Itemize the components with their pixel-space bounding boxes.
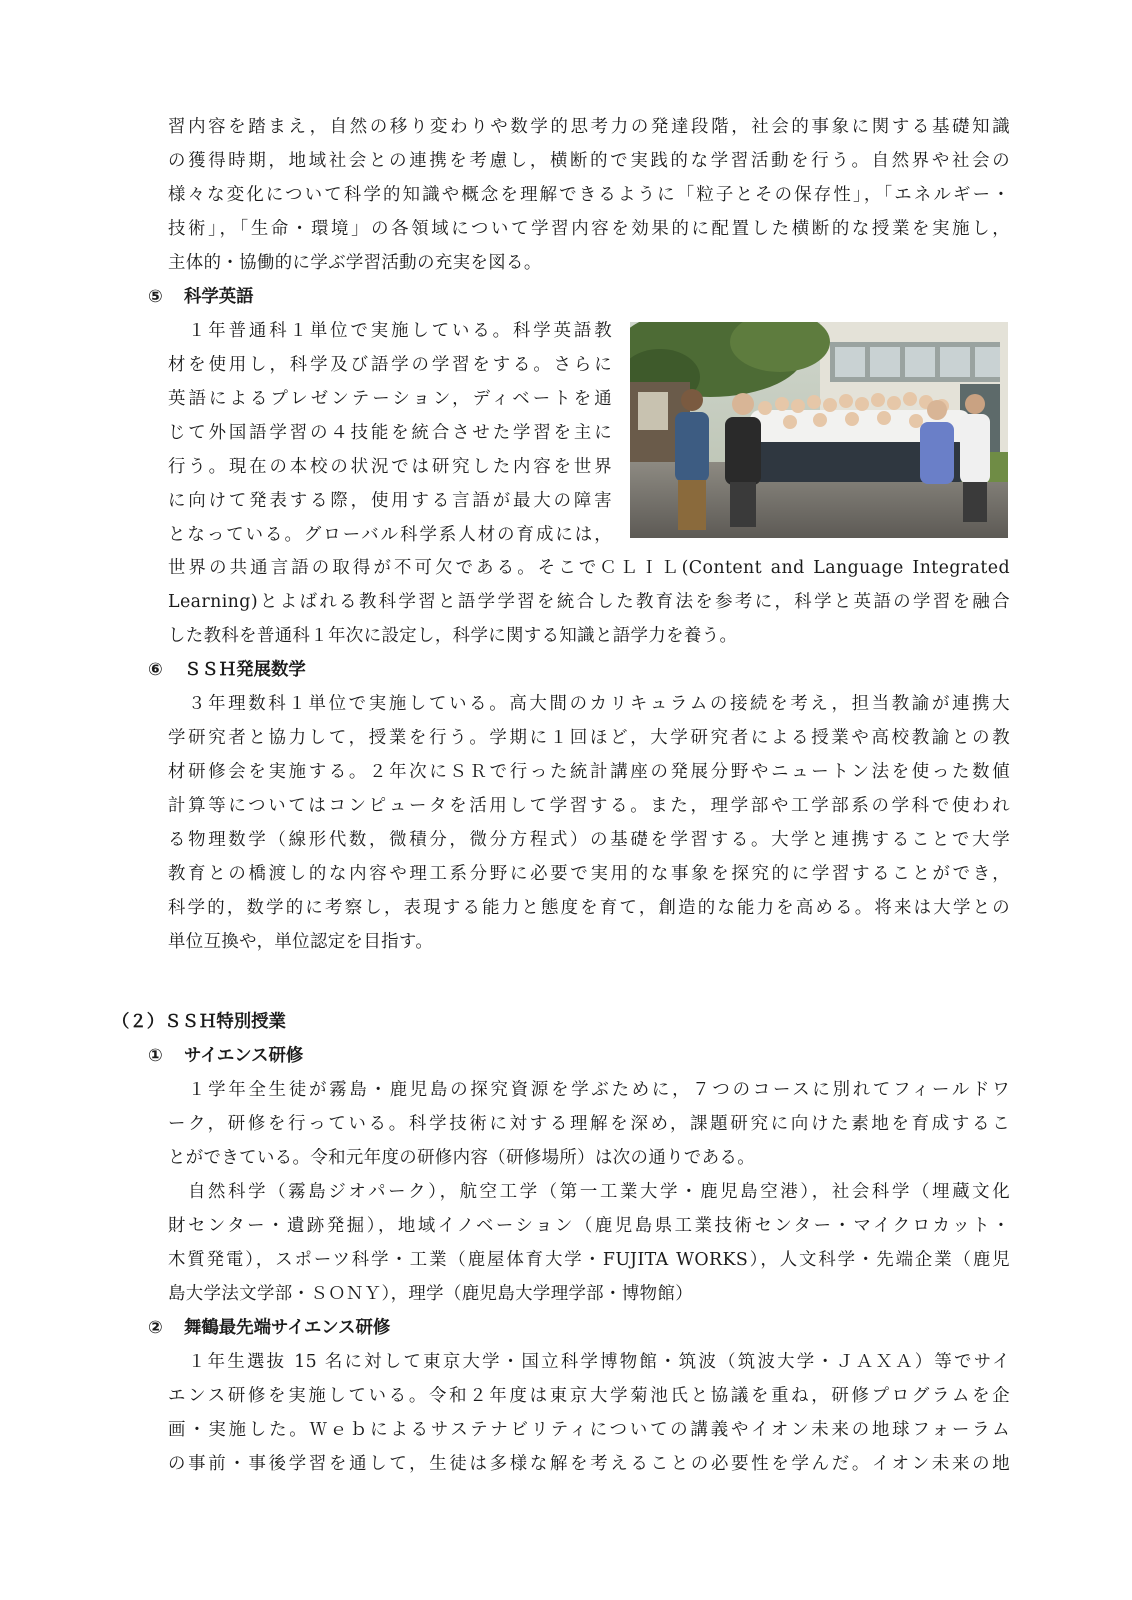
text-line: となっている。グローバル科学系人材の育成には， [168,525,612,545]
section-title: サイエンス研修 [184,1046,304,1066]
group-photo-image [630,322,1008,538]
subsection-2-paragraph [168,1345,1010,1481]
text-line: の獲得時期，地域社会との連携を考慮し，横断的で実践的な学習活動を行う。自然界や社会の [168,151,1010,171]
text-line: ーク，研修を行っている。科学技術に対する理解を深め，課題研究に向けた素地を育成するこ [168,1114,1010,1134]
section-6-paragraph [168,687,1010,959]
text-line: 財センター・遺跡発掘），地域イノベーション（鹿児島県工業技術センター・マイクロカット・ [168,1216,1010,1236]
text-line: 材研修会を実施する。２年次にＳＲで行った統計講座の発展分野やニュートン法を使った数値 [168,762,1010,782]
text-line: 行う。現在の本校の状況では研究した内容を世界 [168,457,612,477]
section-title: ＳＳＨ発展数学 [184,660,306,680]
section-title: 舞鶴最先端サイエンス研修 [184,1318,391,1338]
subsection-1-paragraph [168,1073,1010,1311]
text-line: 教育との橋渡し的な内容や理工系分野に必要で実用的な事象を探究的に学習することができ， [168,864,1010,884]
section-title: 科学英語 [184,287,254,307]
section-5-paragraph [168,551,1010,653]
text-line: に向けて発表する際，使用する言語が最大の障害 [168,491,612,511]
text-line: 英語によるプレゼンテーション，ディベートを通 [168,389,612,409]
text-line: １年普通科１単位で実施している。科学英語教 [188,321,612,341]
text-line: 習内容を踏まえ，自然の移り変わりや数学的思考力の発達段階，社会的事象に関する基礎知識 [168,117,1010,137]
section-5-wrapped-paragraph [168,314,612,552]
section-number: ⑥ [148,660,163,680]
text-line: 材を使用し，科学及び語学の学習をする。さらに [168,355,612,375]
section-6-heading [148,653,306,687]
section-number: ⑤ [148,287,163,307]
section-number: ② [148,1318,163,1338]
text-line: Learning)とよばれる教科学習と語学学習を統合した教育法を参考に，科学と英語の学習を融合 [168,592,1010,612]
text-line: ３年理数科１単位で実施している。高大間のカリキュラムの接続を考え，担当教諭が連携大 [188,694,1010,714]
text-line: じて外国語学習の４技能を統合させた学習を主に [168,423,612,443]
text-line: エンス研修を実施している。令和２年度は東京大学菊池氏と協議を重ね，研修プログラムを企 [168,1386,1010,1406]
subsection-2-heading [148,1311,390,1345]
text-line: 様々な変化について科学的知識や概念を理解できるように「粒子とその保存性」，「エネルギー・ [168,185,1010,205]
text-line: の事前・事後学習を通して，生徒は多様な解を考えることの必要性を学んだ。イオン未来の地 [168,1454,1010,1474]
text-line: 木質発電），スポーツ科学・工業（鹿屋体育大学・FUJITA WORKS），人文科学・先端企業（鹿児 [168,1250,1010,1270]
text-line: とができている。令和元年度の研修内容（研修場所）は次の通りである。 [168,1148,756,1168]
text-line: る物理数学（線形代数，微積分，微分方程式）の基礎を学習する。大学と連携することで大学 [168,830,1010,850]
text-line: 自然科学（霧島ジオパーク），航空工学（第一工業大学・鹿児島空港），社会科学（埋蔵文化 [188,1182,1010,1202]
group-photo [630,322,1008,538]
text-line: 島大学法文学部・ＳＯＮＹ），理学（鹿児島大学理学部・博物館） [168,1284,694,1304]
text-line: 科学的，数学的に考察し，表現する能力と態度を育て，創造的な能力を高める。将来は大学との [168,898,1010,918]
text-line: １学年全生徒が霧島・鹿児島の探究資源を学ぶために，７つのコースに別れてフィールドワ [188,1080,1010,1100]
text-line: 計算等についてはコンピュータを活用して学習する。また，理学部や工学部系の学科で使われ [168,796,1010,816]
text-line: 学研究者と協力して，授業を行う。学期に１回ほど，大学研究者による授業や高校教諭との教 [168,728,1010,748]
text-line: 単位互換や，単位認定を目指す。 [168,932,434,952]
section-number: ① [148,1046,163,1066]
text-line: した教科を普通科１年次に設定し，科学に関する知識と語学力を養う。 [168,626,738,646]
text-line: 技術」，「生命・環境」の各領域について学習内容を効果的に配置した横断的な授業を実施し， [168,219,1010,239]
section-5-heading [148,280,254,314]
text-line: 世界の共通言語の取得が不可欠である。そこでＣＬＩＬ(Content and Language Integrated [168,558,1010,578]
intro-paragraph [168,110,1010,280]
part-2-heading: （２）ＳＳＨ特別授業 [112,1012,286,1032]
text-line: 画・実施した。Ｗｅｂによるサステナビリティについての講義やイオン未来の地球フォーラム [168,1420,1010,1440]
text-line: １年生選抜 15 名に対して東京大学・国立科学博物館・筑波（筑波大学・ＪＡＸＡ）等でサイ [188,1352,1010,1372]
text-line: 主体的・協働的に学ぶ学習活動の充実を図る。 [168,253,542,273]
subsection-1-heading [148,1039,303,1073]
